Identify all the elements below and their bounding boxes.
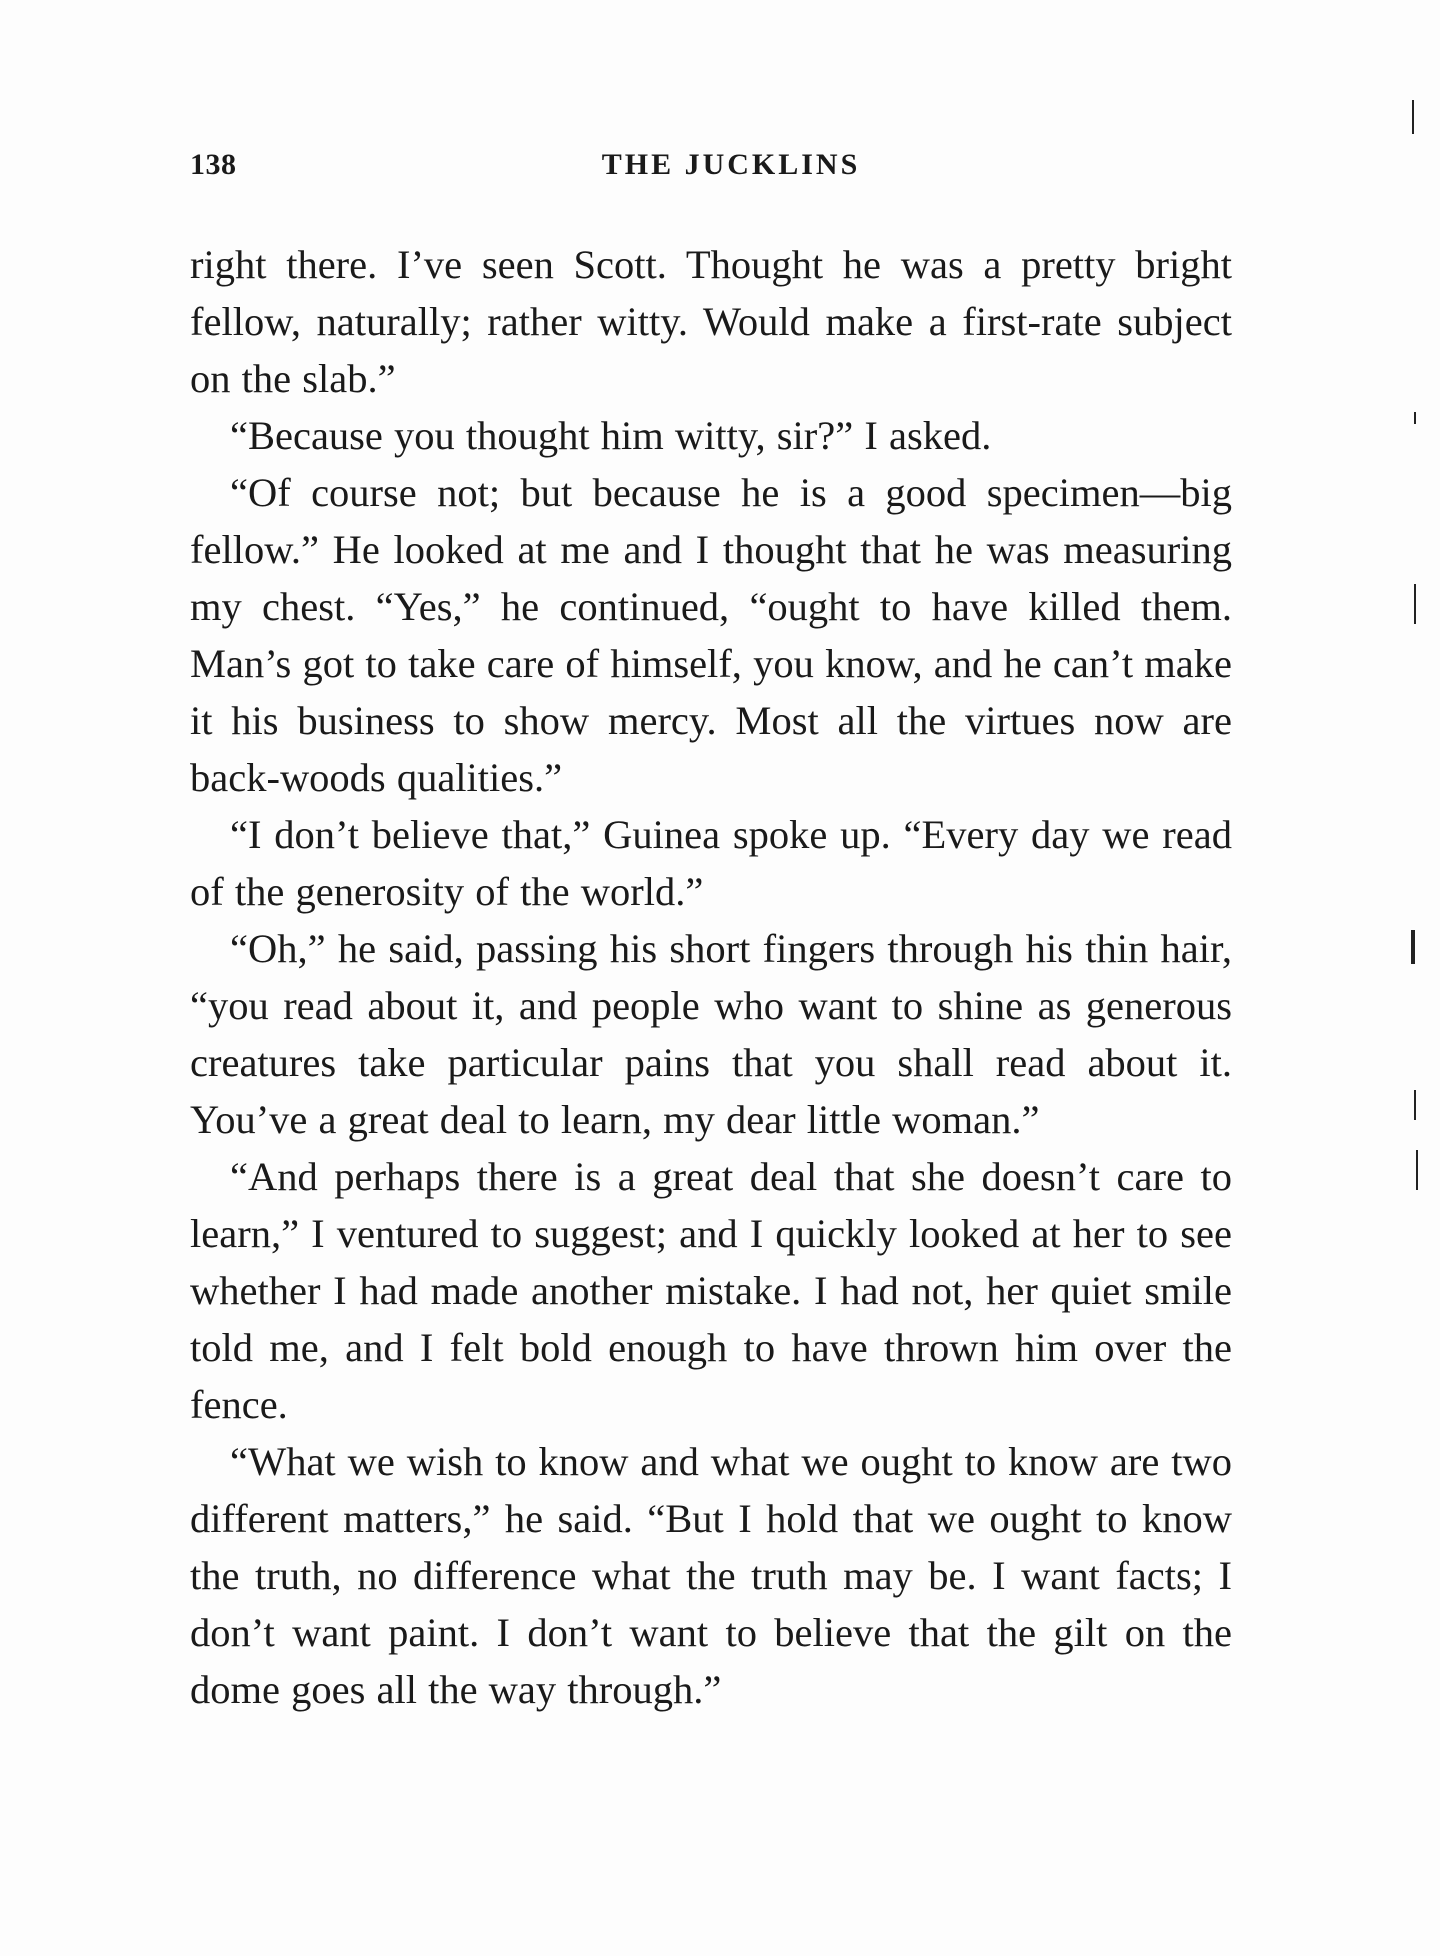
- scan-artifact: [1412, 100, 1414, 134]
- paragraph: “Oh,” he said, passing his short fingers through his thin hair, “you read about it, and people who want to shine as generous creatures take particular pains that you shall read about it. You’ve a great deal to learn, my dear little woman.”: [190, 926, 1232, 1142]
- paragraph: “And perhaps there is a great deal that she doesn’t care to learn,” I ventured to suggest; and I quickly looked at her to see whether I had made another mistake. I had not, her quiet smile told me, and I felt bold enough to have thrown him over the fence.: [190, 1154, 1232, 1427]
- body-text: [190, 236, 1232, 1718]
- scan-artifact: [1414, 584, 1416, 624]
- scan-artifact: [1414, 1090, 1416, 1120]
- paragraph: “Because you thought him witty, sir?” I asked.: [230, 413, 992, 458]
- paragraph: right there. I’ve seen Scott. Thought he was a pretty bright fellow, naturally; rather witty. Would make a first-rate subject on the slab.”: [190, 242, 1232, 401]
- paragraph: “What we wish to know and what we ought to know are two different matters,” he said. “But I hold that we ought to know the truth, no difference what the truth may be. I want facts; I don’t want paint. I don’t want to believe that the gilt on the dome goes all the way through.”: [190, 1439, 1232, 1712]
- scan-artifact: [1411, 930, 1415, 964]
- page-number: 138: [190, 148, 237, 181]
- scan-artifact: [1416, 1150, 1418, 1190]
- page-header: [190, 148, 1232, 192]
- running-title: THE JUCKLINS: [601, 148, 861, 181]
- scan-artifact: [1414, 412, 1416, 424]
- paragraph: “I don’t believe that,” Guinea spoke up. “Every day we read of the generosity of the world.”: [190, 812, 1232, 914]
- paragraph: “Of course not; but because he is a good specimen—big fellow.” He looked at me and I thought that he was measuring my chest. “Yes,” he continued, “ought to have killed them. Man’s got to take care of himself, you know, and he can’t make it his business to show mercy. Most all the virtues now are back-woods qualities.”: [190, 470, 1232, 800]
